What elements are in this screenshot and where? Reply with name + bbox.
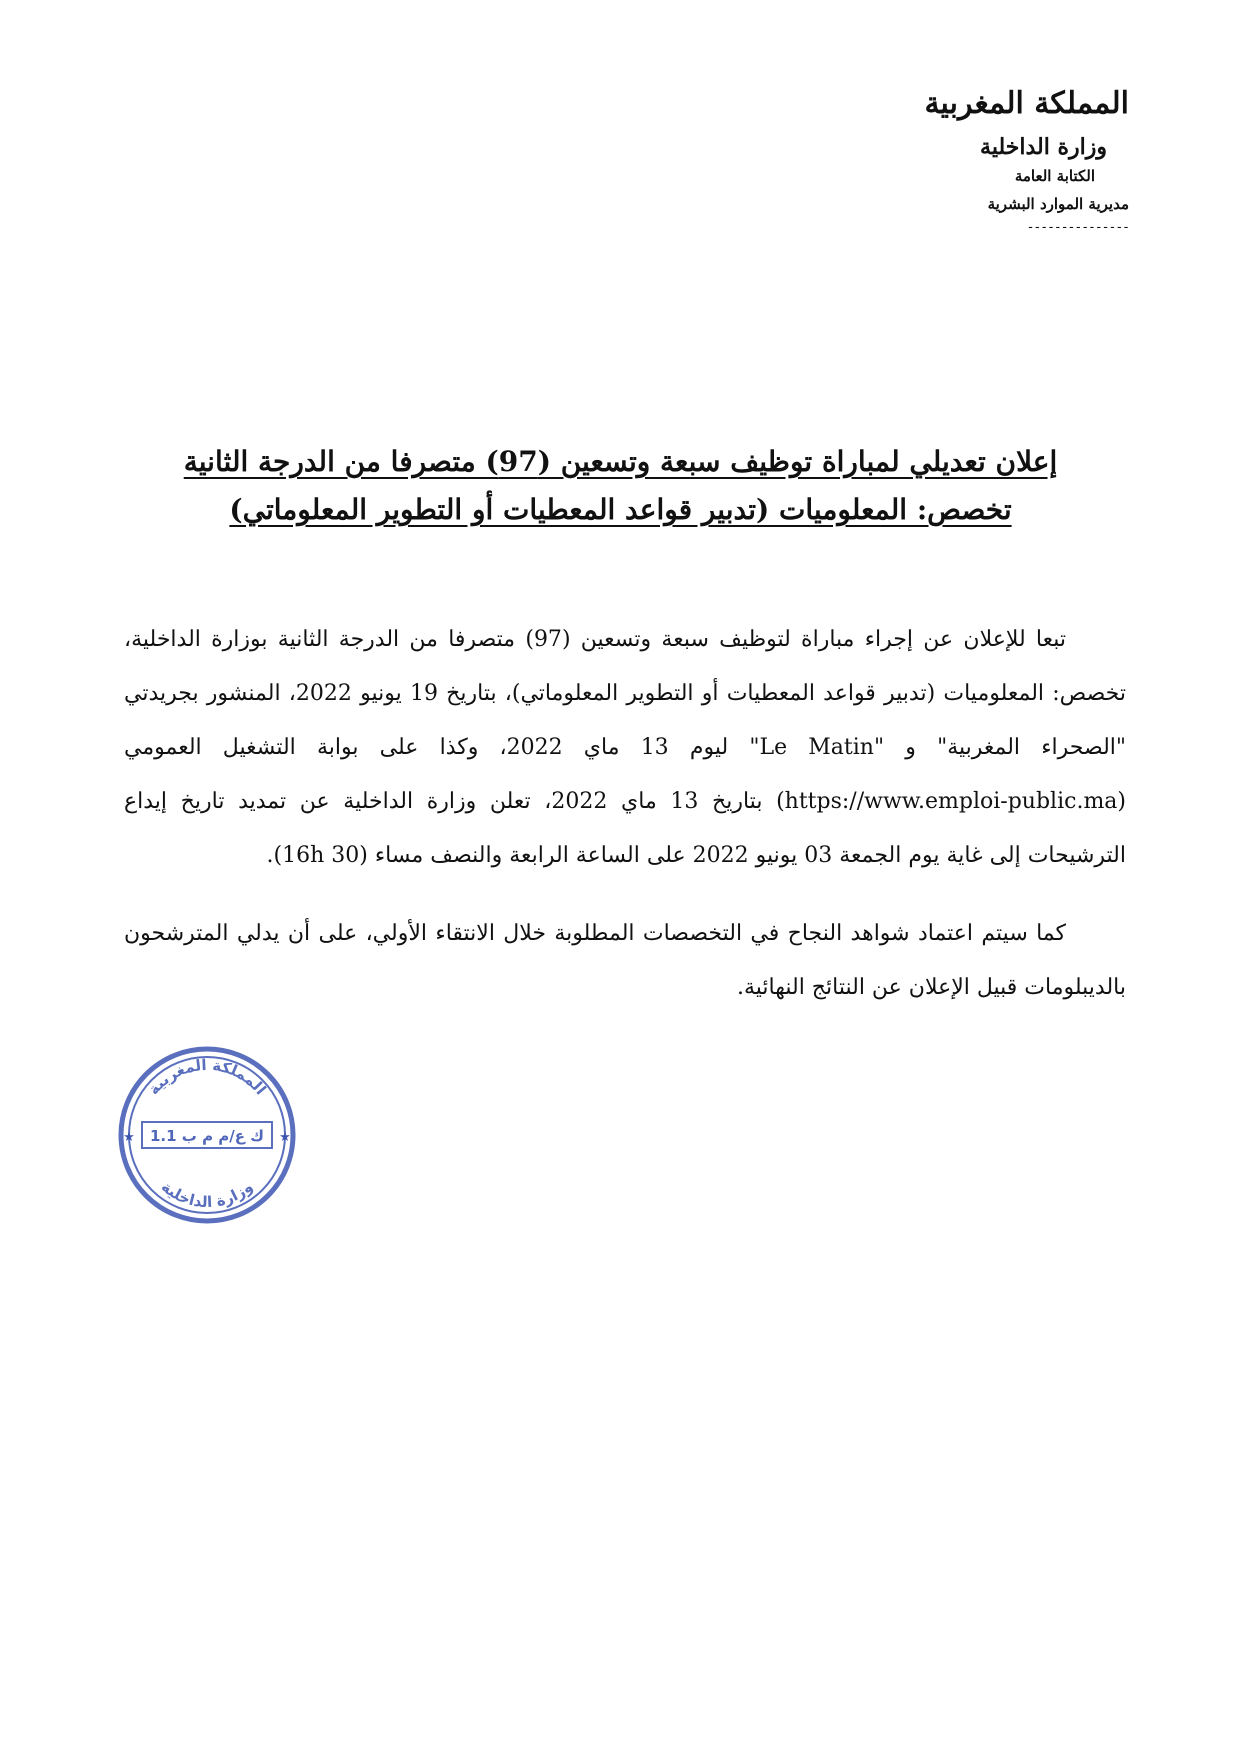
directorate-name: مديرية الموارد البشرية bbox=[987, 195, 1129, 213]
announcement-title bbox=[150, 438, 1091, 534]
stamp-top-text: المملكة المغربية bbox=[144, 1055, 270, 1099]
title-line-1: إعلان تعديلي لمباراة توظيف سبعة وتسعين (97) متصرفا من الدرجة الثانية bbox=[183, 445, 1058, 478]
kingdom-name: المملكة المغربية bbox=[924, 86, 1129, 121]
header-divider: --------------- bbox=[1026, 220, 1129, 235]
official-stamp bbox=[112, 1040, 302, 1230]
stamp-star-left-icon: ★ bbox=[123, 1130, 135, 1145]
body-paragraph-1: تبعا للإعلان عن إجراء مباراة لتوظيف سبعة وتسعين (97) متصرفا من الدرجة الثانية بوزارة الداخلية، تخصص: المعلوميات (تدبير قواعد المعطيات أو التطوير المعلوماتي)، بتاريخ 19 يونيو 2022، المنشور بجريدتي "الصحراء المغربية" و "Le Matin" ليوم 13 ماي 2022، وكذا على بوابة التشغيل العمومي (https://www.emploi-public.ma) بتاريخ 13 ماي 2022، تعلن وزارة الداخلية عن تمديد تاريخ إيداع الترشيحات إلى غاية يوم الجمعة 03 يونيو 2022 على الساعة الرابعة والنصف مساء (16h 30). bbox=[124, 627, 1127, 868]
title-line-2: تخصص: المعلوميات (تدبير قواعد المعطيات أو التطوير المعلوماتي) bbox=[229, 493, 1012, 526]
announcement-body bbox=[124, 613, 1126, 1015]
secretariat-name: الكتابة العامة bbox=[1014, 167, 1095, 185]
body-paragraph-2: كما سيتم اعتماد شواهد النجاح في التخصصات المطلوبة خلال الانتقاء الأولي، على أن يدلي المترشحون بالديبلومات قبيل الإعلان عن النتائج النهائية. bbox=[124, 921, 1126, 1000]
stamp-bottom-text: وزارة الداخلية bbox=[157, 1177, 257, 1212]
ministry-name: وزارة الداخلية bbox=[980, 134, 1107, 160]
stamp-star-right-icon: ★ bbox=[279, 1130, 291, 1145]
stamp-center-text: ك ع/م م ب 1.1 bbox=[150, 1127, 264, 1145]
letterhead bbox=[829, 82, 1129, 236]
